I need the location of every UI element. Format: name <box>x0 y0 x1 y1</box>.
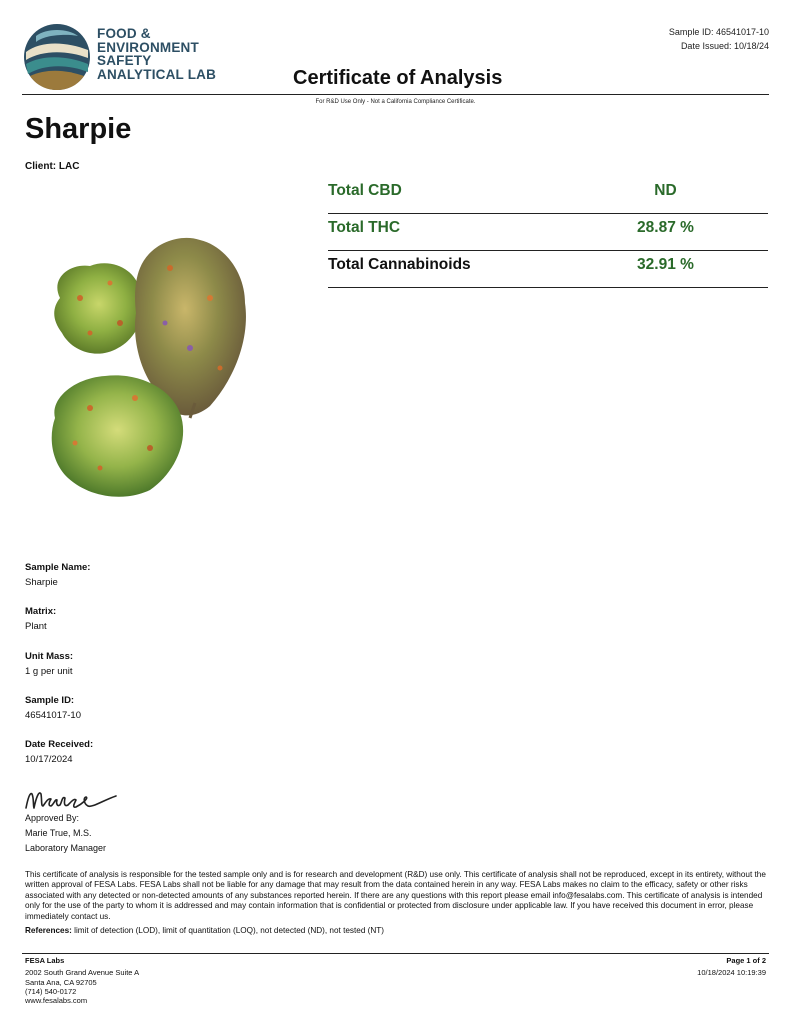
detail-label-matrix: Matrix: <box>25 606 57 617</box>
logo-line: ANALYTICAL LAB <box>97 66 217 82</box>
detail-label-unit-mass: Unit Mass: <box>25 651 74 662</box>
lab-logo-text <box>97 27 216 81</box>
client-label: Client: LAC <box>25 161 80 172</box>
references <box>25 926 384 935</box>
header-sample-id: Sample ID: 46541017-10 <box>668 27 769 37</box>
approved-by-label: Approved By: <box>25 813 80 823</box>
summary-row-total-thc <box>328 214 768 251</box>
references-text: limit of detection (LOD), limit of quantitation (LOQ), not detected (ND), not tested (NT) <box>71 926 385 935</box>
summary-value: 32.91 % <box>637 256 694 273</box>
detail-value-matrix: Plant <box>25 621 47 632</box>
footer-phone: (714) 540-0172 <box>25 986 77 996</box>
logo-line: FOOD & <box>97 26 151 41</box>
summary-label: Total Cannabinoids <box>328 256 471 273</box>
footer-divider <box>22 953 769 954</box>
references-label: References: <box>25 926 72 935</box>
signature <box>24 784 124 816</box>
summary-value: 28.87 % <box>637 219 694 236</box>
summary-row-total-cannabinoids <box>328 251 768 288</box>
footer-address <box>25 956 139 1005</box>
detail-label-date-received: Date Received: <box>25 739 94 750</box>
detail-label-sample-name: Sample Name: <box>25 562 91 573</box>
logo-line: ENVIRONMENT <box>97 39 199 55</box>
detail-value-date-received: 10/17/2024 <box>25 754 73 765</box>
footer-page-info <box>697 956 766 978</box>
page-number: Page 1 of 2 <box>726 956 766 965</box>
certificate-title: Certificate of Analysis <box>293 67 503 89</box>
product-name: Sharpie <box>25 113 132 145</box>
footer-website-link[interactable]: www.fesalabs.com <box>25 996 88 1006</box>
bud-bottom <box>52 375 183 496</box>
detail-value-sample-name: Sharpie <box>25 577 58 588</box>
bud-top-left <box>54 263 143 353</box>
logo-line: SAFETY <box>97 53 152 68</box>
detail-value-unit-mass: 1 g per unit <box>25 666 73 677</box>
approver-name: Marie True, M.S. <box>25 828 92 838</box>
header-divider <box>22 94 769 95</box>
product-photo <box>40 228 255 503</box>
summary-label: Total THC <box>328 219 401 236</box>
certificate-subtitle: For R&D Use Only - Not a California Compliance Certificate. <box>315 99 476 105</box>
disclaimer-text: This certificate of analysis is responsible for the tested sample only and is for research and development (R&D) use only. This certificate of analysis shall not be reproduced, except in its entirety, without the written approval of FESA Labs. FESA Labs shall not be liable for any damage that may result from the data contained herein in any way. FESA Labs makes no claim to the efficacy, safety or other risks associated with any detected or non-detected amounts of any substances reported herein. If there are any questions with this report please email info@fesalabs.com. This certificate of analysis is intended only for the use of the party to whom it is addressed and may contain information that is confidential or protected from disclosure under applicable law. If you have received this document in error, please immediately contact us. <box>25 870 766 921</box>
detail-label-sample-id: Sample ID: <box>25 695 75 706</box>
footer-address-line2: Santa Ana, CA 92705 <box>25 977 97 987</box>
footer-address-line1: 2002 South Grand Avenue Suite A <box>25 968 140 978</box>
footer-timestamp: 10/18/2024 10:19:39 <box>697 968 766 978</box>
header-date-issued: Date Issued: 10/18/24 <box>680 41 769 51</box>
header-meta <box>669 25 769 53</box>
summary-value: ND <box>654 182 677 199</box>
detail-value-sample-id: 46541017-10 <box>25 710 81 721</box>
summary-label: Total CBD <box>328 182 402 199</box>
approver-role: Laboratory Manager <box>25 843 107 853</box>
lab-logo <box>22 22 92 92</box>
summary-row-total-cbd <box>328 177 768 214</box>
footer-company: FESA Labs <box>25 956 65 965</box>
